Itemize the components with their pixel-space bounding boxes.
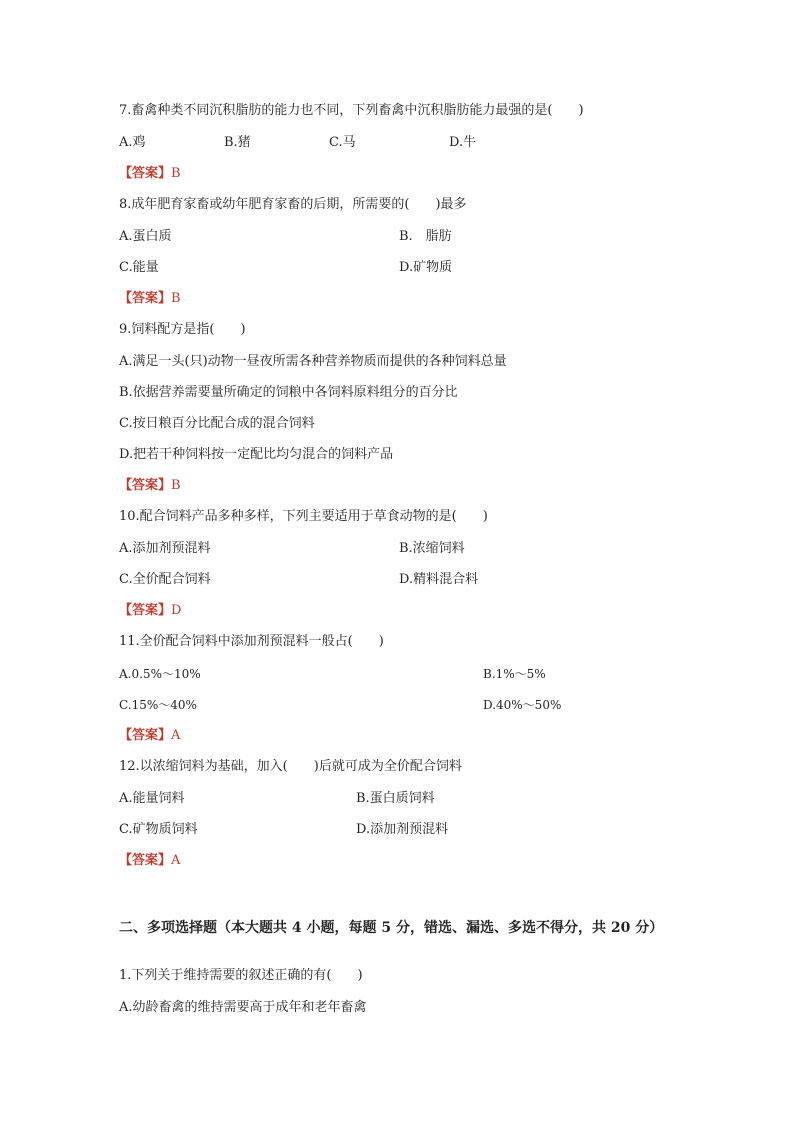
q8-option-a: A.蛋白质 [119,229,172,244]
q10-answer [119,602,181,620]
q10-option-d: D.精料混合料 [399,572,479,587]
q7-option-d: D.牛 [449,135,477,150]
answer-value: B [171,478,181,493]
answer-value: B [171,166,181,181]
answer-value: A [171,853,181,868]
answer-value: D [171,603,182,618]
q7-option-b: B.猪 [224,135,251,150]
q12-option-c: C.矿物质饲料 [119,822,198,837]
answer-tag: 【答案】 [119,853,172,868]
question-8-stem: 8.成年肥育家畜或幼年肥育家畜的后期，所需要的( )最多 [119,197,467,212]
answer-tag: 【答案】 [119,728,172,743]
question-10-stem: 10.配合饲料产品多种多样，下列主要适用于草食动物的是( ) [119,509,488,524]
answer-value: A [171,728,181,743]
q7-option-a: A.鸡 [119,135,146,150]
answer-value: B [171,291,181,306]
q9-option-a: A.满足一头(只)动物一昼夜所需各种营养物质而提供的各种饲料总量 [119,354,507,369]
multi-question-1-stem: 1.下列关于维持需要的叙述正确的有( ) [119,968,363,983]
q8-option-b: B. 脂肪 [399,229,452,244]
question-7-stem: 7.畜禽种类不同沉积脂肪的能力也不同，下列畜禽中沉积脂肪能力最强的是( ) [119,103,584,118]
q10-option-c: C.全价配合饲料 [119,572,211,587]
q12-option-b: B.蛋白质饲料 [356,791,435,806]
q9-answer [119,477,181,495]
q12-option-d: D.添加剂预混料 [356,822,449,837]
section-2-title: 二、多项选择题（本大题共 4 小题，每题 5 分，错选、漏选、多选不得分，共 20 分） [119,920,664,936]
answer-tag: 【答案】 [119,166,172,181]
q9-option-d: D.把若干种饲料按一定配比均匀混合的饲料产品 [119,447,394,462]
answer-tag: 【答案】 [119,603,172,618]
q11-option-a: A.0.5%～10% [119,667,201,681]
q9-option-b: B.依据营养需要量所确定的饲粮中各饲料原料组分的百分比 [119,385,458,400]
q7-answer [119,165,181,183]
q8-option-c: C.能量 [119,260,159,275]
q8-option-d: D.矿物质 [399,260,453,275]
q9-option-c: C.按日粮百分比配合成的混合饲料 [119,416,315,431]
q10-option-a: A.添加剂预混料 [119,541,211,556]
question-9-stem: 9.饲料配方是指( ) [119,322,246,337]
q10-option-b: B.浓缩饲料 [399,541,465,556]
question-12-stem: 12.以浓缩饲料为基础，加入( )后就可成为全价配合饲料 [119,759,462,774]
q12-option-a: A.能量饲料 [119,791,185,806]
q11-answer [119,727,180,745]
q8-answer [119,290,181,308]
q7-option-c: C.马 [329,135,356,150]
q12-answer [119,852,180,870]
q11-option-d: D.40%～50% [483,698,562,712]
q11-option-b: B.1%～5% [483,667,546,681]
q11-option-c: C.15%～40% [119,698,197,712]
answer-tag: 【答案】 [119,478,172,493]
mq1-option-a: A.幼龄畜禽的维持需要高于成年和老年畜禽 [119,1000,367,1015]
question-11-stem: 11.全价配合饲料中添加剂预混料一般占( ) [119,634,384,649]
answer-tag: 【答案】 [119,291,172,306]
